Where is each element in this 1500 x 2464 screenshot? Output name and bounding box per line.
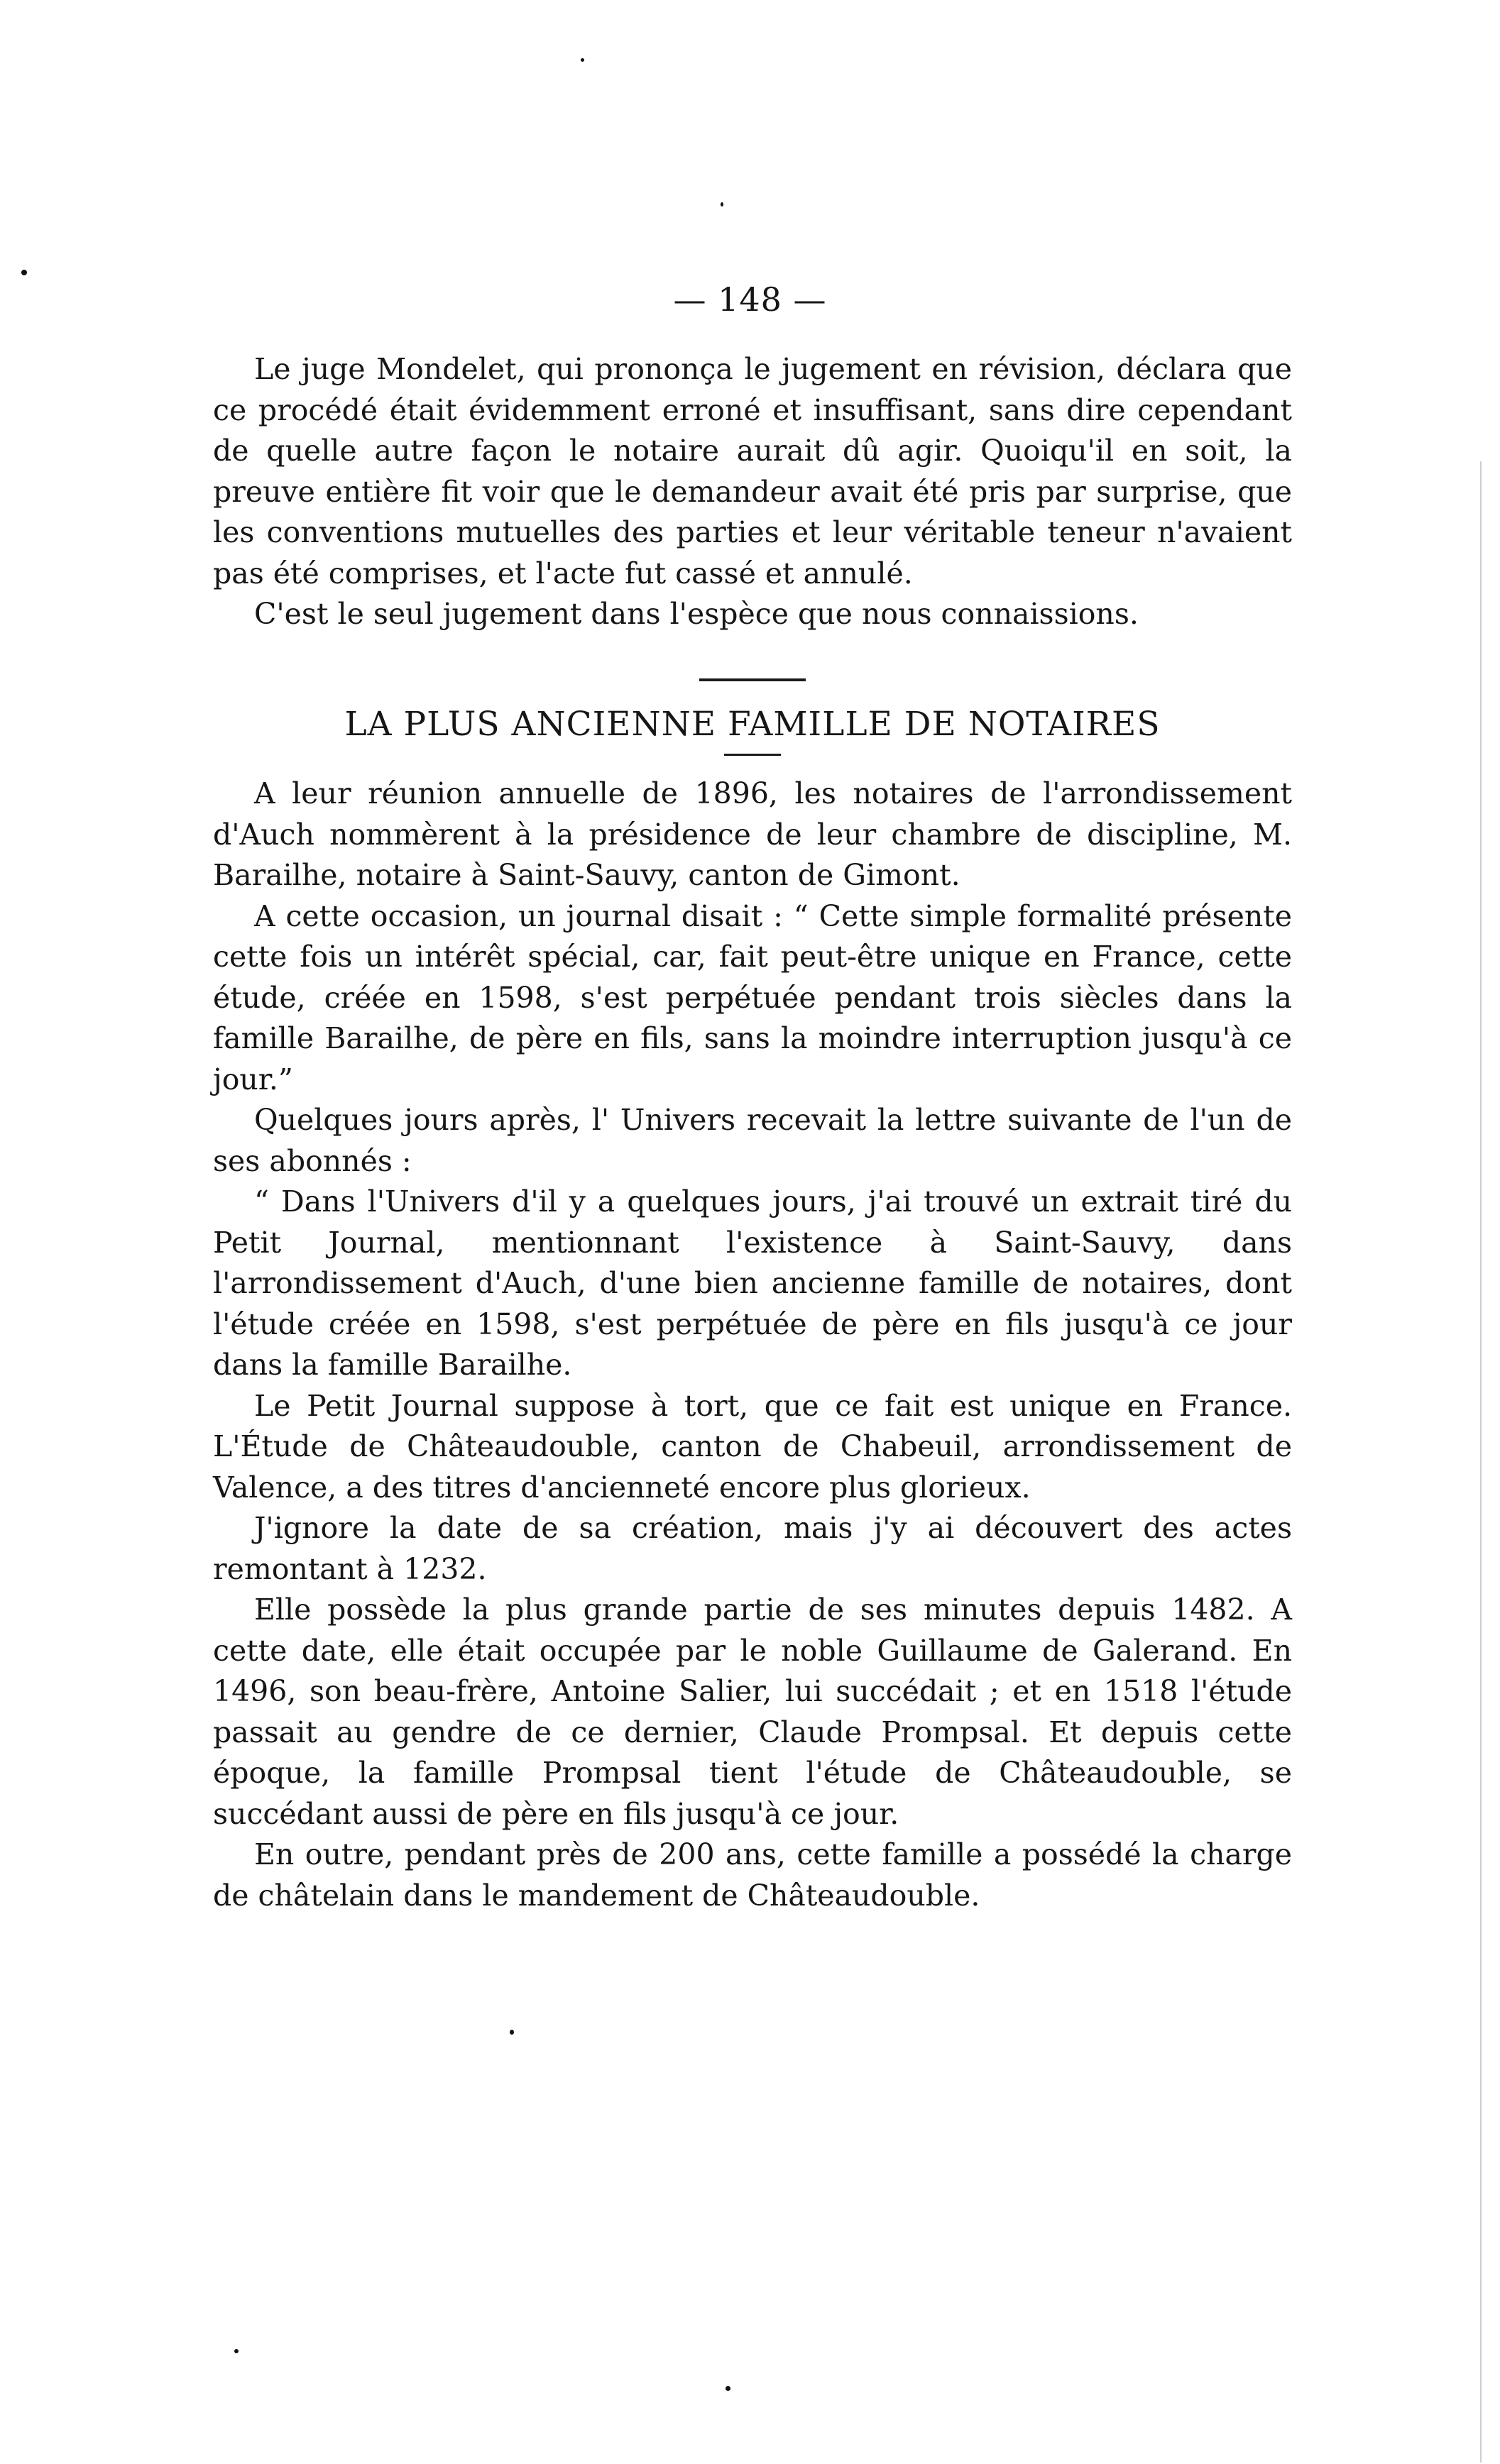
- section-heading: LA PLUS ANCIENNE FAMILLE DE NOTAIRES: [344, 705, 1161, 744]
- article-text: [213, 774, 1292, 1916]
- paragraph-chatelain: En outre, pendant près de 200 ans, cette famille a possédé la charge de châtelain dans le mandement de Châteaudouble.: [213, 1837, 1292, 1913]
- paragraph-petit-journal: Le Petit Journal suppose à tort, que ce fait est unique en France. L'Étude de Châteaudouble, canton de Chabeuil, arrondissement de Valence, a des titres d'ancienneté encore plus glorieux.: [213, 1388, 1292, 1505]
- scan-speck: [726, 2386, 730, 2391]
- paragraph-creation-date: J'ignore la date de sa création, mais j'y ai découvert des actes remontant à 1232.: [213, 1511, 1292, 1586]
- paragraph-only-judgment: C'est le seul jugement dans l'espèce que nous connaissions.: [254, 597, 1139, 631]
- divider-rule-top: [699, 678, 806, 681]
- paragraph-meeting: A leur réunion annuelle de 1896, les notaires de l'arrondissement d'Auch nommèrent à la présidence de leur chambre de discipline, M. Barailhe, notaire à Saint-Sauvy, canton de Gimont.: [213, 776, 1292, 892]
- scan-speck: [581, 58, 584, 62]
- scan-edge-line: [1480, 461, 1482, 2463]
- scan-speck: [721, 202, 723, 207]
- paragraph-journal-quote: A cette occasion, un journal disait : “ Cette simple formalité présente cette fois un intérêt spécial, car, fait peut-être unique en France, cette étude, créée en 1598, s'est perpétuée pendant trois siècles dans la famille Barailhe, de père en fils, sans la moindre interruption jusqu'à ce jour.”: [213, 898, 1292, 1096]
- paragraph-letter-start: “ Dans l'Univers d'il y a quelques jours, j'ai trouvé un extrait tiré du Petit Journal, mentionnant l'existence à Saint-Sauvy, dans l'arrondissement d'Auch, d'une bien ancienne famille de notaires, dont l'étude créée en 1598, s'est perpétuée de père en fils jusqu'à ce jour dans la famille Barailhe.: [213, 1184, 1292, 1382]
- page-number: — 148 —: [673, 280, 827, 319]
- scan-speck: [21, 270, 27, 275]
- scan-speck: [234, 2349, 239, 2353]
- divider-rule-bottom: [724, 754, 781, 756]
- paragraph-judgment: Le juge Mondelet, qui prononça le jugement en révision, déclara que ce procédé était évidemment erroné et insuffisant, sans dire cependant de quelle autre façon le notaire aurait dû agir. Quoiqu'il en soit, la preuve entière fit voir que le demandeur avait été pris par surprise, que les conventions mutuelles des parties et leur véritable teneur n'avaient pas été comprises, et l'acte fut cassé et annulé.: [213, 352, 1292, 590]
- paragraph-univers: Quelques jours après, l' Univers recevait la lettre suivante de l'un de ses abonnés :: [213, 1103, 1292, 1178]
- intro-text: [213, 349, 1292, 635]
- scan-speck: [510, 2030, 514, 2035]
- paragraph-minutes: Elle possède la plus grande partie de ses minutes depuis 1482. A cette date, elle était occupée par le noble Guillaume de Galerand. En 1496, son beau-frère, Antoine Salier, lui succédait ; et en 1518 l'étude passait au gendre de ce dernier, Claude Prompsal. Et depuis cette époque, la famille Prompsal tient l'étude de Châteaudouble, se succédant aussi de père en fils jusqu'à ce jour.: [213, 1593, 1292, 1831]
